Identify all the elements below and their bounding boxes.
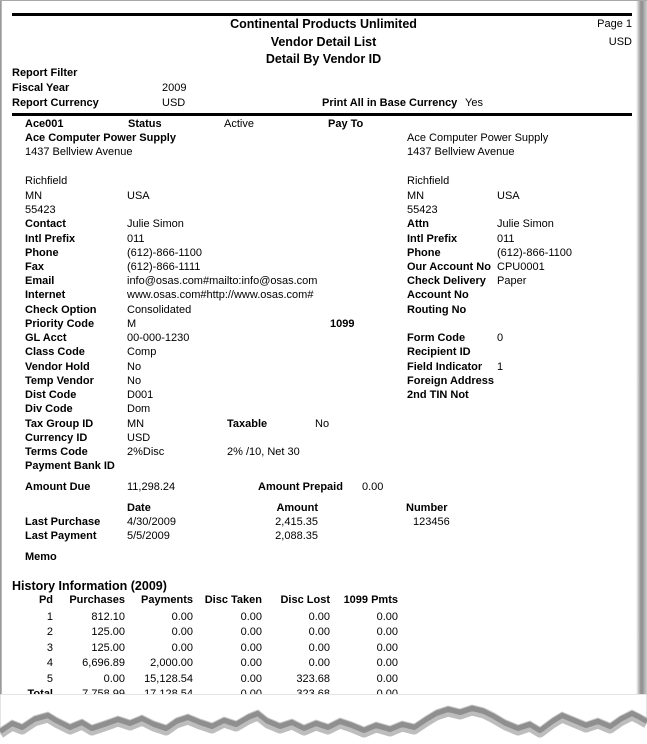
date-header: Date xyxy=(127,502,151,514)
ten99-header: 1099 xyxy=(330,318,355,330)
history-cell: 323.68 xyxy=(296,673,330,685)
foreign-address-label: Foreign Address xyxy=(407,375,494,387)
recipient-id-label: Recipient ID xyxy=(407,346,471,358)
vendor-id: Ace001 xyxy=(25,118,64,130)
taxable-label: Taxable xyxy=(227,418,268,430)
history-cell: 125.00 xyxy=(91,626,125,638)
pay-to-city: Richfield xyxy=(407,175,450,187)
last-payment-amount: 2,088.35 xyxy=(275,530,318,542)
history-period-3: 3 xyxy=(46,642,53,654)
status-label: Status xyxy=(128,118,162,130)
priority-code-label: Priority Code xyxy=(25,318,95,330)
report-subtitle: Detail By Vendor ID xyxy=(265,52,382,66)
history-col-1099-pmts: 1099 Pmts xyxy=(343,594,398,606)
amount-prepaid-label: Amount Prepaid xyxy=(258,481,343,493)
history-period-1: 1 xyxy=(46,611,53,623)
internet-value: www.osas.com#http://www.osas.com# xyxy=(127,289,314,301)
tax-group-value: MN xyxy=(127,418,145,430)
history-cell: 0.00 xyxy=(103,673,125,685)
history-col-disc-taken: Disc Taken xyxy=(204,594,262,606)
number-header: Number xyxy=(406,502,448,514)
history-cell: 0.00 xyxy=(240,657,262,669)
gl-acct-value: 00-000-1230 xyxy=(127,332,190,344)
currency-id-value: USD xyxy=(127,432,151,444)
currency-id-label: Currency ID xyxy=(25,432,88,444)
history-cell: 0.00 xyxy=(240,642,262,654)
amount-header: Amount xyxy=(276,502,318,514)
class-code-label: Class Code xyxy=(25,346,85,358)
history-cell: 0.00 xyxy=(308,611,330,623)
header-currency: USD xyxy=(608,36,632,48)
history-col-pd: Pd xyxy=(38,594,53,606)
last-purchase-label: Last Purchase xyxy=(25,516,101,528)
history-col-payments: Payments xyxy=(141,594,193,606)
last-purchase-date: 4/30/2009 xyxy=(127,516,176,528)
class-code-value: Comp xyxy=(127,346,157,358)
pay-to-state: MN xyxy=(407,190,425,202)
div-code-label: Div Code xyxy=(25,403,73,415)
email-value: info@osas.com#mailto:info@osas.com xyxy=(127,275,318,287)
history-period-2: 2 xyxy=(46,626,53,638)
pay-to-zip: 55423 xyxy=(407,204,438,216)
amount-due-label: Amount Due xyxy=(25,481,91,493)
check-option-label: Check Option xyxy=(25,304,97,316)
phone-label: Phone xyxy=(25,247,59,259)
check-delivery-label: Check Delivery xyxy=(407,275,486,287)
torn-paper-edge xyxy=(0,694,647,744)
history-title: History Information (2009) xyxy=(12,579,167,593)
contact-label: Contact xyxy=(25,218,66,230)
status-value: Active xyxy=(224,118,254,130)
vendor-state: MN xyxy=(25,190,43,202)
report-title: Vendor Detail List xyxy=(270,35,377,49)
vendor-hold-value: No xyxy=(127,361,142,373)
our-account-no-value: CPU0001 xyxy=(497,261,545,273)
pay-to-intl-prefix-value: 011 xyxy=(497,233,515,245)
terms-code-value: 2%Disc xyxy=(127,446,165,458)
internet-label: Internet xyxy=(25,289,66,301)
amount-prepaid-value: 0.00 xyxy=(362,481,384,493)
page-right-shadow xyxy=(636,1,647,701)
vendor-city: Richfield xyxy=(25,175,68,187)
our-account-no-label: Our Account No xyxy=(407,261,491,273)
payment-bank-label: Payment Bank ID xyxy=(25,460,115,472)
last-purchase-number: 123456 xyxy=(413,516,450,528)
history-col-disc-lost: Disc Lost xyxy=(280,594,330,606)
history-col-purchases: Purchases xyxy=(69,594,125,606)
report-currency-value: USD xyxy=(162,97,186,109)
history-cell: 2,000.00 xyxy=(150,657,193,669)
gl-acct-label: GL Acct xyxy=(25,332,67,344)
history-cell: 812.10 xyxy=(91,611,125,623)
history-cell: 0.00 xyxy=(308,642,330,654)
history-cell: 6,696.89 xyxy=(82,657,125,669)
priority-code-value: M xyxy=(127,318,137,330)
dist-code-value: D001 xyxy=(127,389,154,401)
amount-due-value: 11,298.24 xyxy=(127,481,176,493)
pay-to-address: 1437 Bellview Avenue xyxy=(407,146,515,158)
history-period-5: 5 xyxy=(46,673,53,685)
check-delivery-value: Paper xyxy=(497,275,527,287)
history-cell: 0.00 xyxy=(240,626,262,638)
pay-to-name: Ace Computer Power Supply xyxy=(407,132,549,144)
history-cell: 0.00 xyxy=(308,657,330,669)
email-label: Email xyxy=(25,275,55,287)
pay-to-intl-prefix-label: Intl Prefix xyxy=(407,233,458,245)
form-code-label: Form Code xyxy=(407,332,466,344)
fiscal-year-label: Fiscal Year xyxy=(12,82,70,94)
account-no-label: Account No xyxy=(407,289,469,301)
history-cell: 0.00 xyxy=(171,611,193,623)
history-cell: 0.00 xyxy=(240,611,262,623)
dist-code-label: Dist Code xyxy=(25,389,77,401)
form-code-value: 0 xyxy=(497,332,504,344)
history-cell: 125.00 xyxy=(91,642,125,654)
last-purchase-amount: 2,415.35 xyxy=(275,516,318,528)
temp-vendor-label: Temp Vendor xyxy=(25,375,94,387)
fiscal-year-value: 2009 xyxy=(162,82,187,94)
history-cell: 0.00 xyxy=(376,611,398,623)
page-number: Page 1 xyxy=(597,18,632,30)
pay-to-phone-value: (612)-866-1100 xyxy=(497,247,573,259)
memo-label: Memo xyxy=(25,551,57,563)
report-currency-label: Report Currency xyxy=(12,97,99,109)
history-cell: 0.00 xyxy=(376,657,398,669)
vendor-address: 1437 Bellview Avenue xyxy=(25,146,133,158)
vendor-name: Ace Computer Power Supply xyxy=(25,132,176,144)
report-filter-label: Report Filter xyxy=(12,67,78,79)
vendor-hold-label: Vendor Hold xyxy=(25,361,90,373)
check-option-value: Consolidated xyxy=(127,304,192,316)
last-payment-label: Last Payment xyxy=(25,530,97,542)
fax-value: (612)-866-1111 xyxy=(127,261,201,273)
terms-code-desc: 2% /10, Net 30 xyxy=(227,446,300,458)
header-rule xyxy=(12,113,632,116)
tax-group-label: Tax Group ID xyxy=(25,418,94,430)
history-cell: 0.00 xyxy=(240,673,262,685)
attn-value: Julie Simon xyxy=(497,218,554,230)
intl-prefix-value: 011 xyxy=(127,233,145,245)
base-currency-value: Yes xyxy=(465,97,483,109)
pay-to-country: USA xyxy=(497,190,520,202)
history-cell: 0.00 xyxy=(376,642,398,654)
field-indicator-value: 1 xyxy=(497,361,504,373)
base-currency-label: Print All in Base Currency xyxy=(322,97,458,109)
temp-vendor-value: No xyxy=(127,375,142,387)
intl-prefix-label: Intl Prefix xyxy=(25,233,76,245)
history-cell: 0.00 xyxy=(376,626,398,638)
terms-code-label: Terms Code xyxy=(25,446,88,458)
history-cell: 0.00 xyxy=(308,626,330,638)
history-cell: 15,128.54 xyxy=(144,673,193,685)
history-cell: 0.00 xyxy=(171,642,193,654)
vendor-zip: 55423 xyxy=(25,204,56,216)
history-cell: 0.00 xyxy=(376,673,398,685)
history-period-4: 4 xyxy=(46,657,53,669)
div-code-value: Dom xyxy=(127,403,151,415)
second-tin-label: 2nd TIN Not xyxy=(407,389,469,401)
last-payment-date: 5/5/2009 xyxy=(127,530,170,542)
page-left-edge xyxy=(0,1,2,703)
pay-to-phone-label: Phone xyxy=(407,247,441,259)
phone-value: (612)-866-1100 xyxy=(127,247,203,259)
page-top-edge xyxy=(0,0,647,1)
routing-no-label: Routing No xyxy=(407,304,467,316)
top-rule xyxy=(12,13,632,16)
company-title: Continental Products Unlimited xyxy=(230,17,417,31)
taxable-value: No xyxy=(315,418,330,430)
attn-label: Attn xyxy=(407,218,429,230)
history-cell: 0.00 xyxy=(171,626,193,638)
fax-label: Fax xyxy=(25,261,44,273)
contact-value: Julie Simon xyxy=(127,218,184,230)
vendor-country: USA xyxy=(127,190,150,202)
field-indicator-label: Field Indicator xyxy=(407,361,483,373)
pay-to-label: Pay To xyxy=(328,118,364,130)
